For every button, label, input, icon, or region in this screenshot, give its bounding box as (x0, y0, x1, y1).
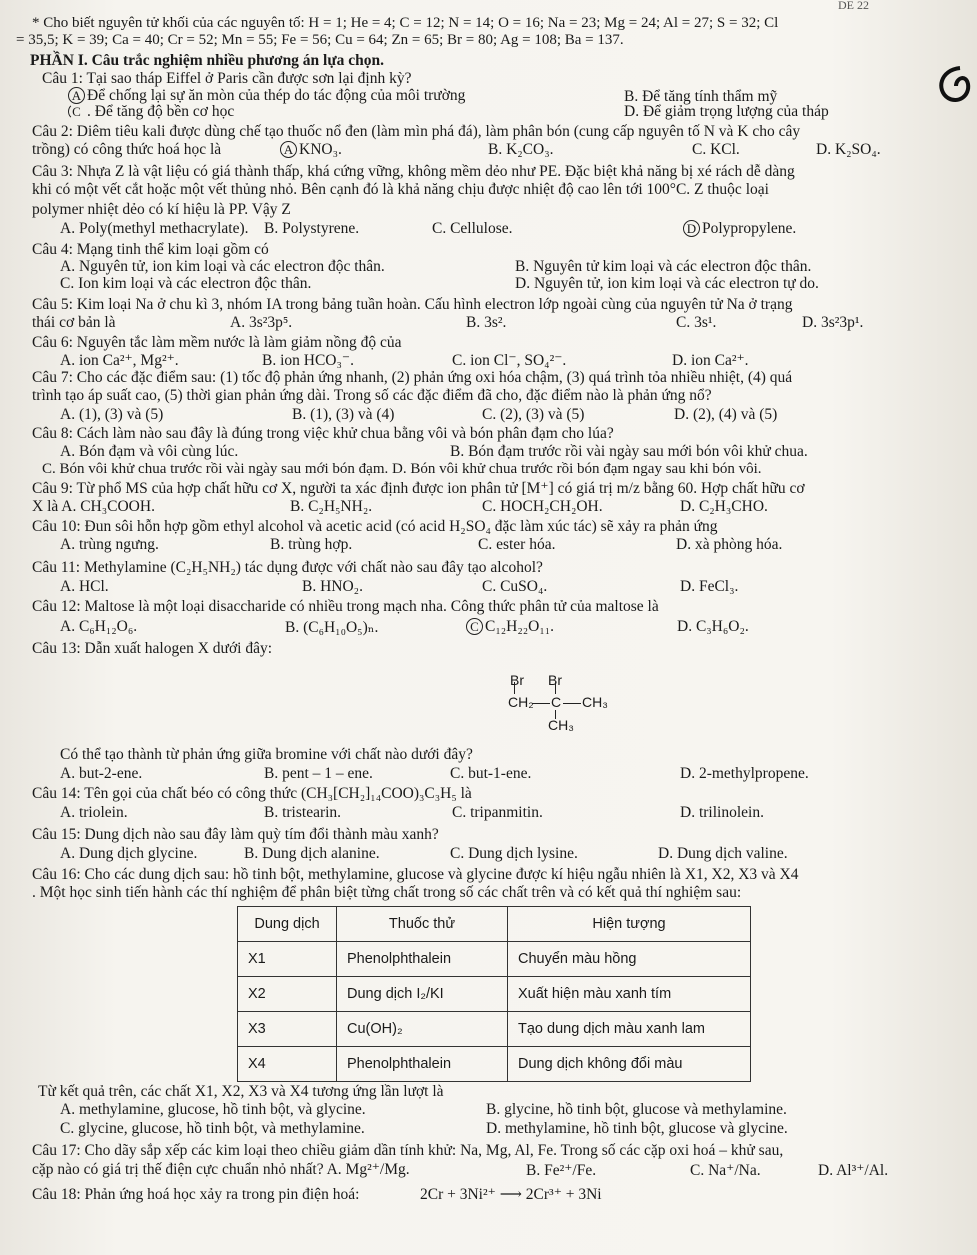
ch2-group: CH₂ (508, 694, 534, 710)
q18-equation: 2Cr + 3Ni²⁺ ⟶ 2Cr³⁺ + 3Ni (420, 1186, 602, 1203)
q3-line-1: Câu 3: Nhựa Z là vật liệu có giá thành thấp, khá cứng vững, không mềm dẻo như PE. Đặc biệt khả năng bị xé rách dễ dàng (32, 163, 795, 180)
q12-stem: Câu 12: Maltose là một loại disaccharide có nhiều trong mạch nha. Công thức phân tử của maltose là (32, 598, 659, 615)
q12-option-d[interactable]: D. C₃H₆O₂. (677, 618, 749, 635)
q2-line-2: trồng) có công thức hoá học là (32, 141, 222, 158)
q5-option-d[interactable]: D. 3s²3p¹. (802, 314, 864, 331)
q1-stem: Câu 1: Tại sao tháp Eiffel ở Paris cần được sơn lại định kỳ? (42, 70, 412, 87)
q10-option-a[interactable]: A. trùng ngưng. (60, 536, 159, 553)
q11-option-d[interactable]: D. FeCl₃. (680, 578, 739, 595)
table-cell: Dung dịch không đổi màu (508, 1047, 751, 1082)
q17-option-b[interactable]: B. Fe²⁺/Fe. (526, 1162, 597, 1179)
q7-option-b[interactable]: B. (1), (3) và (4) (292, 406, 395, 423)
table-cell: Xuất hiện màu xanh tím (508, 977, 751, 1012)
q1-option-a[interactable]: A Để chống lại sự ăn mòn của thép do tác động của môi trường (68, 87, 465, 105)
q11-option-a[interactable]: A. HCl. (60, 578, 109, 595)
q16-option-b[interactable]: B. glycine, hồ tinh bột, glucose và methylamine. (486, 1101, 787, 1118)
q16-option-c[interactable]: C. glycine, glucose, hồ tinh bột, và methylamine. (60, 1120, 365, 1137)
experiment-table (237, 906, 751, 1082)
q2-option-a[interactable]: A KNO₃. (280, 141, 342, 159)
table-cell: X1 (238, 942, 337, 977)
q7-line-2: trình tạo áp suất cao, (5) thời gian phản ứng dài. Trong số các đặc điểm đã cho, đặc điểm nào là phản ứng nổ? (32, 387, 712, 404)
q9-stem: Câu 9: Từ phổ MS của hợp chất hữu cơ X, người ta xác định được ion phân tử [M⁺] có giá trị m/z bằng 60. Hợp chất hữu cơ (32, 480, 805, 497)
table-row (238, 942, 751, 977)
q8-stem: Câu 8: Cách làm nào sau đây là đúng trong việc khử chua bằng vôi và bón phân đạm cho lúa? (32, 425, 614, 442)
exam-code: DE 22 (838, 0, 869, 12)
q3-line-2: khi có một vết cắt hoặc một vết thủng nhỏ. Bên cạnh đó là khả năng chịu được nhiệt độ cao lên tới 100°C. Z thuộc loại (32, 181, 769, 198)
table-cell: X2 (238, 977, 337, 1012)
q1-option-b[interactable]: B. Để tăng tính thẩm mỹ (624, 88, 778, 105)
q9-option-c[interactable]: C. HOCH₂CH₂OH. (482, 498, 603, 515)
answer-circle-icon: A (280, 141, 297, 158)
q13-option-d[interactable]: D. 2-methylpropene. (680, 765, 809, 782)
q15-option-c[interactable]: C. Dung dịch lysine. (450, 845, 578, 862)
q4-option-d[interactable]: D. Nguyên tử, ion kim loại và các electron tự do. (515, 275, 819, 292)
bond-line (563, 703, 581, 704)
q14-option-d[interactable]: D. trilinolein. (680, 804, 764, 821)
q3-option-d[interactable]: D Polypropylene. (683, 220, 796, 238)
q8-option-b[interactable]: B. Bón đạm trước rồi vài ngày sau mới bón vôi khử chua. (450, 443, 808, 460)
q15-option-d[interactable]: D. Dung dịch valine. (658, 845, 788, 862)
q13-option-b[interactable]: B. pent – 1 – ene. (264, 765, 373, 782)
q12-option-a[interactable]: A. C₆H₁₂O₆. (60, 618, 138, 635)
q13-option-a[interactable]: A. but-2-ene. (60, 765, 143, 782)
q14-option-b[interactable]: B. tristearin. (264, 804, 342, 821)
q9-option-a[interactable]: X là A. CH₃COOH. (32, 498, 155, 515)
answer-circle-icon: C (466, 618, 483, 635)
table-header: Dung dịch (238, 907, 337, 942)
answer-circle-icon: D (683, 220, 700, 237)
q6-option-d[interactable]: D. ion Ca²⁺. (672, 352, 749, 369)
q7-option-c[interactable]: C. (2), (3) và (5) (482, 406, 585, 423)
part-title: PHẦN I. Câu trắc nghiệm nhiều phương án lựa chọn. (30, 52, 385, 69)
answer-circle-icon: A (68, 87, 85, 104)
q16-option-a[interactable]: A. methylamine, glucose, hồ tinh bột, và glycine. (60, 1101, 366, 1118)
q4-option-b[interactable]: B. Nguyên tử kim loại và các electron độc thân. (515, 258, 812, 275)
q4-stem: Câu 4: Mạng tinh thể kim loại gồm có (32, 241, 269, 258)
q6-stem: Câu 6: Nguyên tắc làm mềm nước là làm giảm nồng độ của (32, 334, 402, 351)
table-cell: Tạo dung dịch màu xanh lam (508, 1012, 751, 1047)
table-cell: Dung dịch I₂/KI (337, 977, 508, 1012)
q12-option-c[interactable]: C C₁₂H₂₂O₁₁. (466, 618, 554, 636)
q15-stem: Câu 15: Dung dịch nào sau đây làm quỳ tím đổi thành màu xanh? (32, 826, 439, 843)
q6-option-b[interactable]: B. ion HCO₃⁻. (262, 352, 354, 369)
pen-mark-icon (930, 60, 975, 120)
q16-line-1: Câu 16: Cho các dung dịch sau: hồ tinh bột, methylamine, glucose và glycine được kí hiệu ngẫu nhiên là X1, X2, X3 và X4 (32, 866, 799, 883)
table-row (238, 1012, 751, 1047)
q13-option-c[interactable]: C. but-1-ene. (450, 765, 532, 782)
q5-option-b[interactable]: B. 3s². (466, 314, 507, 331)
q8-option-a[interactable]: A. Bón đạm và vôi cùng lúc. (60, 443, 239, 460)
q16-line-2: . Một học sinh tiến hành các thí nghiệm để phân biệt từng chất trong số các chất trên và có kết quả thí nghiệm sau: (32, 884, 742, 901)
atomic-mass-line-1: * Cho biết nguyên tử khối của các nguyên tố: H = 1; He = 4; C = 12; N = 14; O = 16; Na = 23; Mg = 24; Al = 27; S = 32; Cl (32, 15, 779, 31)
bromine-atom-1: Br (510, 672, 524, 688)
q2-option-d[interactable]: D. K₂SO₄. (816, 141, 881, 158)
q5-line-1: Câu 5: Kim loại Na ở chu kì 3, nhóm IA trong bảng tuần hoàn. Cấu hình electron lớp ngoài cùng của nguyên tử Na ở trạng (32, 296, 793, 313)
q17-option-d[interactable]: D. Al³⁺/Al. (818, 1162, 889, 1179)
q9-option-b[interactable]: B. C₂H₅NH₂. (290, 498, 373, 515)
bond-line (514, 682, 515, 694)
slash-mark-icon: C (68, 103, 85, 120)
q3-option-b[interactable]: B. Polystyrene. (264, 220, 360, 237)
bromine-atom-2: Br (548, 672, 562, 688)
q3-option-a[interactable]: A. Poly(methyl methacrylate). (60, 220, 249, 237)
table-cell: X4 (238, 1047, 337, 1082)
q16-option-d[interactable]: D. methylamine, hồ tinh bột, glucose và glycine. (486, 1120, 788, 1137)
atomic-mass-line-2: = 35,5; K = 39; Ca = 40; Cr = 52; Mn = 55; Fe = 56; Cu = 64; Zn = 65; Br = 80; Ag = 108; Ba = 137. (16, 32, 624, 48)
table-cell: Phenolphthalein (337, 1047, 508, 1082)
q11-stem: Câu 11: Methylamine (C₂H₅NH₂) tác dụng được với chất nào sau đây tạo alcohol? (32, 559, 543, 576)
q7-option-a[interactable]: A. (1), (3) và (5) (60, 406, 164, 423)
carbon-atom: C (551, 694, 562, 710)
q5-option-a[interactable]: A. 3s²3p⁵. (230, 314, 293, 331)
q7-option-d[interactable]: D. (2), (4) và (5) (674, 406, 778, 423)
table-header: Thuốc thử (337, 907, 508, 942)
q14-stem: Câu 14: Tên gọi của chất béo có công thức (CH₃[CH₂]₁₄COO)₃C₃H₅ là (32, 785, 472, 802)
q4-option-c[interactable]: C. Ion kim loại và các electron độc thân. (60, 275, 312, 292)
q10-option-c[interactable]: C. ester hóa. (478, 536, 556, 553)
q10-option-b[interactable]: B. trùng hợp. (270, 536, 353, 553)
q3-line-3: polymer nhiệt dẻo có kí hiệu là PP. Vậy Z (32, 201, 291, 218)
q1-option-c[interactable]: C . Để tăng độ bền cơ học (68, 103, 234, 121)
q12-option-b[interactable]: B. (C₆H₁₀O₅)ₙ. (285, 619, 379, 636)
q6-option-c[interactable]: C. ion Cl⁻, SO₄²⁻. (452, 352, 567, 369)
table-cell: X3 (238, 1012, 337, 1047)
table-row (238, 977, 751, 1012)
q6-option-a[interactable]: A. ion Ca²⁺, Mg²⁺. (60, 352, 179, 369)
q8-option-cd[interactable]: C. Bón vôi khử chua trước rồi vài ngày sau mới bón đạm. D. Bón vôi khử chua trước rồi bón đạm ngay sau khi bón vôi. (42, 461, 762, 477)
q17-line-2[interactable]: cặp nào có giá trị thế điện cực chuẩn nhỏ nhất? A. Mg²⁺/Mg. (32, 1161, 410, 1178)
q5-line-2: thái cơ bản là (32, 314, 116, 331)
table-cell: Phenolphthalein (337, 942, 508, 977)
ch3-group-down: CH₃ (548, 717, 574, 733)
bond-line (532, 703, 550, 704)
q4-option-a[interactable]: A. Nguyên tử, ion kim loại và các electron độc thân. (60, 258, 385, 275)
ch3-group-right: CH₃ (582, 694, 608, 710)
q2-option-b[interactable]: B. K₂CO₃. (488, 141, 554, 158)
q15-option-b[interactable]: B. Dung dịch alanine. (244, 845, 380, 862)
table-cell: Chuyển màu hồng (508, 942, 751, 977)
q9-option-d[interactable]: D. C₂H₃CHO. (680, 498, 768, 515)
q17-line-1: Câu 17: Cho dãy sắp xếp các kim loại theo chiều giảm dần tính khử: Na, Mg, Al, Fe. Trong số các cặp oxi hoá – khử sau, (32, 1142, 784, 1159)
q10-option-d[interactable]: D. xà phòng hóa. (676, 536, 783, 553)
q16-result-stem: Từ kết quả trên, các chất X1, X2, X3 và X4 tương ứng lần lượt là (38, 1083, 444, 1100)
q18-stem: Câu 18: Phản ứng hoá học xảy ra trong pin điện hoá: (32, 1186, 360, 1203)
q1-option-d[interactable]: D. Để giảm trọng lượng của tháp (624, 103, 829, 120)
bond-line (555, 682, 556, 694)
q2-option-c[interactable]: C. KCl. (692, 141, 740, 158)
q3-option-c[interactable]: C. Cellulose. (432, 220, 513, 237)
q5-option-c[interactable]: C. 3s¹. (676, 314, 717, 331)
q17-option-c[interactable]: C. Na⁺/Na. (690, 1162, 761, 1179)
q7-line-1: Câu 7: Cho các đặc điểm sau: (1) tốc độ phản ứng nhanh, (2) phản ứng oxi hóa chậm, (3) quá trình tỏa nhiều nhiệt, (4) quá (32, 369, 793, 386)
q10-stem: Câu 10: Đun sôi hỗn hợp gồm ethyl alcohol và acetic acid (có acid H₂SO₄ đặc làm xúc tác) sẽ xảy ra phản ứng (32, 518, 718, 535)
q11-option-c[interactable]: C. CuSO₄. (482, 578, 548, 595)
q15-option-a[interactable]: A. Dung dịch glycine. (60, 845, 198, 862)
q11-option-b[interactable]: B. HNO₂. (302, 578, 363, 595)
q14-option-c[interactable]: C. tripanmitin. (452, 804, 543, 821)
table-cell: Cu(OH)₂ (337, 1012, 508, 1047)
q2-line-1: Câu 2: Diêm tiêu kali được dùng chế tạo thuốc nổ đen (làm mìn phá đá), làm phân bón (cung cấp nguyên tố N và K cho cây (32, 123, 801, 140)
q13-stem: Câu 13: Dẫn xuất halogen X dưới đây: (32, 640, 273, 657)
table-row (238, 1047, 751, 1082)
q13-follow-up: Có thể tạo thành từ phản ứng giữa bromine với chất nào dưới đây? (60, 746, 473, 763)
q14-option-a[interactable]: A. triolein. (60, 804, 128, 821)
table-header: Hiện tượng (508, 907, 751, 942)
